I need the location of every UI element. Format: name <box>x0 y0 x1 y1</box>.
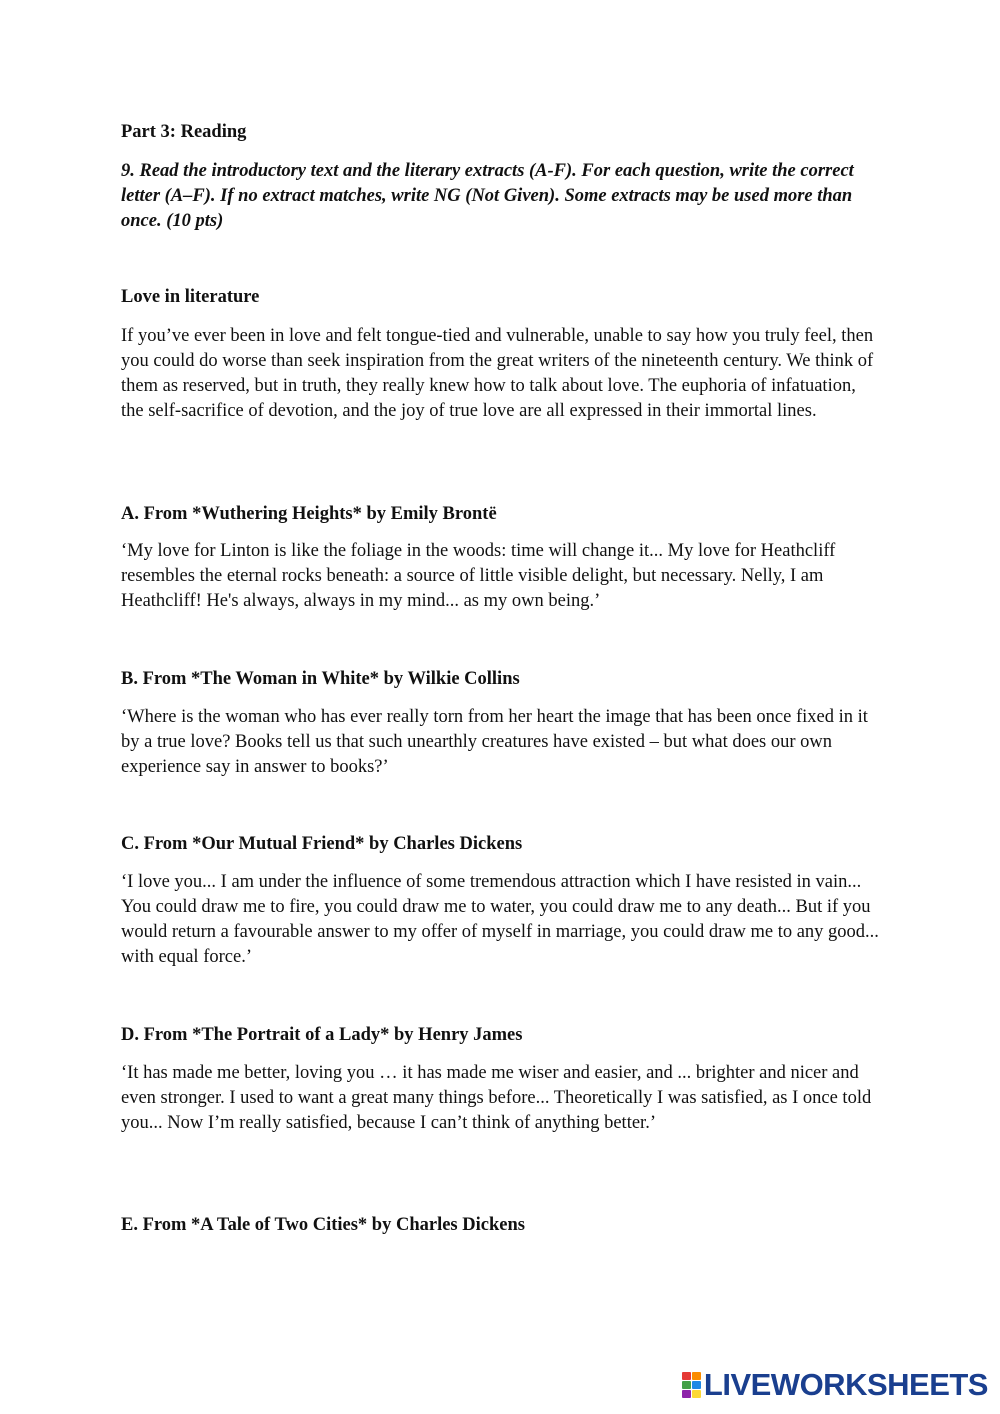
logo-square <box>692 1381 701 1389</box>
intro-title: Love in literature <box>121 287 260 307</box>
extract-a-text: ‘My love for Linton is like the foliage in the woods: time will change it... My love for Heathcliff resembles the eternal rocks beneath: a source of little visible delight, but necessary. Nelly, I am Heathcliff! He's always, always in my mind... as my own being.’ <box>121 541 836 611</box>
logo-square <box>682 1390 691 1398</box>
logo-square <box>692 1390 701 1398</box>
task-instruction: 9. Read the introductory text and the literary extracts (A-F). For each question, write the correct letter (A–F). If no extract matches, write NG (Not Given). Some extracts may be used more than once. (10 pts) <box>121 161 854 231</box>
liveworksheets-mark-icon <box>682 1372 702 1398</box>
extract-e-heading: E. From *A Tale of Two Cities* by Charles Dickens <box>121 1215 525 1235</box>
extract-b-text: ‘Where is the woman who has ever really torn from her heart the image that has been once fixed in it by a true love? Books tell us that such unearthly creatures have existed – but what does our own experience say in answer to books?’ <box>121 707 868 777</box>
logo-square <box>682 1372 691 1380</box>
extract-d-text: ‘It has made me better, loving you … it has made me wiser and easier, and ... brighter and nicer and even stronger. I used to want a great many things before... Theoretically I was satisfied, as I once told you... Now I’m really satisfied, because I can’t think of anything better.’ <box>121 1063 872 1133</box>
intro-text: If you’ve ever been in love and felt tongue-tied and vulnerable, unable to say how you truly feel, then you could do worse than seek inspiration from the great writers of the nineteenth century. We think of them as reserved, but in truth, they really knew how to talk about love. The euphoria of infatuation, the self-sacrifice of devotion, and the joy of true love are all expressed in their immortal lines. <box>121 326 874 421</box>
logo-text: LIVEWORKSHEETS <box>703 1367 988 1402</box>
part-title: Part 3: Reading <box>121 122 247 142</box>
logo-square <box>682 1381 691 1389</box>
extract-b-heading: B. From *The Woman in White* by Wilkie Collins <box>121 669 520 689</box>
extract-c-heading: C. From *Our Mutual Friend* by Charles Dickens <box>121 834 523 854</box>
extract-a-heading: A. From *Wuthering Heights* by Emily Brontë <box>121 504 497 524</box>
extract-d-heading: D. From *The Portrait of a Lady* by Henry James <box>121 1025 523 1045</box>
extract-c-text: ‘I love you... I am under the influence of some tremendous attraction which I have resisted in vain... You could draw me to fire, you could draw me to water, you could draw me to any death... But if you would return a favourable answer to my offer of myself in marriage, you could draw me to any good... with equal force.’ <box>121 872 879 967</box>
logo-square <box>692 1372 701 1380</box>
liveworksheets-logo <box>682 1368 988 1402</box>
